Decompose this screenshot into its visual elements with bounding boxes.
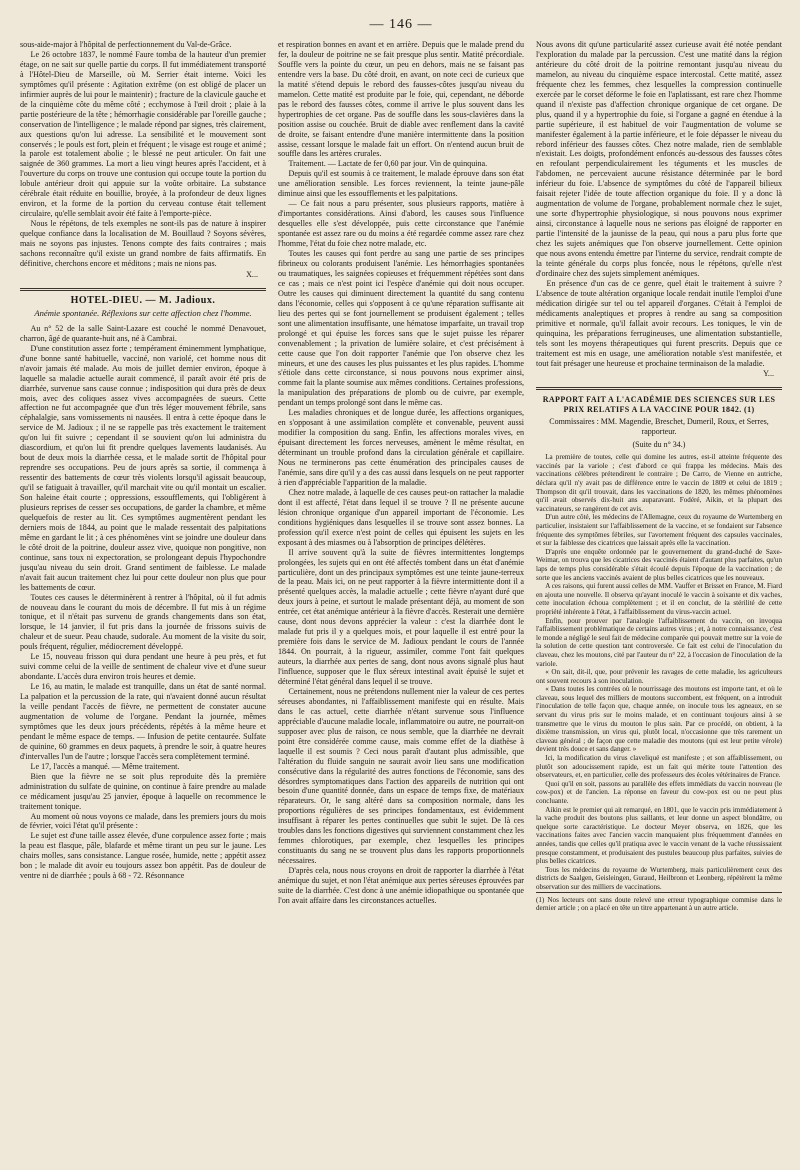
paragraph: Chez notre malade, à laquelle de ces causes peut-on rattacher la maladie dont il est affecté, l'état dans lequel il se trouve ? Il ne présente aucune lésion chronique organique d'un appareil important de l'économie. Les conditions hygiéniques dans lesquelles il se trouve sont assez bonnes. La profession qu'il exerce n'est point de celles qui épuisent les sujets en les exposant à des miasmes ou à l'absorption de principes délétères. [278, 487, 524, 547]
paragraph: En présence d'un cas de ce genre, quel était le traitement à suivre ? L'absence de toute altération organique locale rendait inutile l'emploi d'une médication dirigée sur tel ou tel appareil d'organes. C'était à l'emploi de médicaments analeptiques et propres à rendre au sang sa composition primitive et normale, qu'il fallait avoir recours. Les toniques, le vin de quinquina, les préparations ferrugineuses, une alimentation substantielle, tels sont les moyens thérapeutiques qui furent prescrits. Depuis que ce traitement est mis en usage, une amélioration notable s'est manifestée, et tout fait présager une heureuse et prochaine terminaison de la maladie. [536, 278, 782, 368]
paragraph: Enfin, pour prouver par l'analogie l'affaiblissement du vaccin, on invoqua l'affaiblissement problématique de certains autres virus ; et, à notre connaissance, c'est le monde a négligé le seul fait de médecine comparée qui pouvait mettre sur la voie de la solution de cette question tant controversée. Ce fait est celui de l'inoculation du claveau, chez les moutons, cité par l'auteur du n° 22, à l'occasion de l'inoculation de la variole. [536, 616, 782, 668]
report-body [536, 453, 782, 912]
paragraph: Au n° 52 de la salle Saint-Lazare est couché le nommé Denavouet, charron, âgé de quarante-huit ans, né à Cambrai. [20, 323, 266, 343]
paragraph: Aikin est le premier qui ait remarqué, en 1801, que le vaccin pris immédiatement à la vache produit des boutons plus saillants, et leur donne un aspect blondâtre, ou quelque sorte caractéristique. Le docteur Meyer observa, en 1826, que les vaccinations faites avec l'ancien vaccin manquaient plus fréquemment d'années en années, tandis que celles qu'il pratiqua avec le vaccin venant de la vache réussissaient presque constamment, et produisaient des pustules beaucoup plus parfaites, suivies de plus belles cicatrices. [536, 805, 782, 866]
section-title: HOTEL-DIEU. — M. Jadioux. [70, 294, 216, 306]
paragraph: Nous le répétons, de tels exemples ne sont-ils pas de nature à inspirer quelque confiance dans la localisation de M. Bouillaud ? Soyons sévères, mais ne soyons pas injustes. Tenons compte des faits contraires ; mais sachons reconnaître qu'il existe un grand nombre de faits affirmatifs. En définitive, cherchons encore et méditons ; mais ne nions pas. [20, 219, 266, 268]
report-title: RAPPORT FAIT A L'ACADÉMIE DES SCIENCES SUR LES PRIX RELATIFS A LA VACCINE POUR 1842. (1) [542, 395, 776, 415]
report-commissioners: Commissaires : MM. Magendie, Breschet, Dumeril, Roux, et Serres, rapporteur. [549, 417, 769, 437]
paragraph: Le 17, l'accès a manqué. — Même traitement. [30, 761, 180, 771]
paragraph: — Ce fait nous a paru présenter, sous plusieurs rapports, matière à d'importantes considérations. Ainsi d'abord, les causes sous l'influence desquelles elle s'est développée, puis cette circonstance que l'anémie spontanée est assez rare ou du moins a été regardée comme assez rare chez l'homme, l'état du foie chez notre malade, etc. [278, 199, 524, 249]
paragraph: Le 16, au matin, le malade est tranquille, dans un état de santé normal. La palpation et la percussion de la rate, qui n'avaient donné aucun résultat la veille pendant l'accès de fièvre, ne permettent de constater aucune augmentation de volume de l'organe. Pendant la journée, mêmes symptômes que les deux jours précédents, répétés à la même heure et pendant le même espace de temps. — Infusion de petite centaurée. Sulfate de quinine, 60 grammes en deux paquets, à prendre le soir, à quatre heures d'intervalles l'un de l'autre ; lorsque l'accès sera complètement terminé. [20, 682, 266, 761]
paragraph: Toutes ces causes le déterminèrent à rentrer à l'hôpital, où il fut admis de nouveau dans le courant du mois de décembre. Il fut mis à un régime tonique, et il n'était pas survenu de grands changements dans son état, lorsque, le 14 janvier, il fut pris dans la journée de frissons suivis de chaleur et de sueur. Peau chaude, sudorale. Au moment de la visite du soir, pouls fréquent, régulier, médiocrement développé. [20, 592, 266, 652]
paragraph: La première de toutes, celle qui domine les autres, est-il atteinte fréquente des vaccinés par la variole ; c'est d'abord ce qui frappa les médecins. Mais des vaccinations célèbres prétendirent le contraire ; De Carro, de Vienne en autriche, déclara qu'il n'y avait pas de différence entre le vaccin de 1809 et celui de 1819 ; Thompson dit qu'il trouvait, dans les vaccinations de 1820, les mêmes phénomènes qu'il avait observés dix-huit ans auparavant. Fodéré, Aikin, et la plupart des vaccinateurs, se rangèrent de cet avis. [536, 453, 782, 513]
signature: Y... [763, 369, 774, 379]
divider [536, 387, 782, 390]
page-number: — 146 — [369, 17, 433, 32]
paragraph: D'après une enquête ordonnée par le gouvernement du grand-duché de Saxe-Weimar, on trouva que les cicatrices des vaccinés étaient d'autant plus parfaites, qu'un laps de temps plus considérable s'était écoulé depuis l'époque de la vaccination ; de sorte que les anciens vaccinés avaient de plus belles cicatrices que les nouveaux. [536, 547, 782, 582]
column-2 [278, 40, 524, 1160]
divider [20, 288, 266, 291]
section-subtitle: Anémie spontanée. Réflexions sur cette affection chez l'homme. [34, 307, 252, 318]
paragraph: A ces raisons, qui furent aussi celles de MM. Vauffer et Brisset en France, M. Fiard en ajouta une nouvelle. Il observa qu'ayant inoculé le vaccin à soixante et dix vaches, cette inoculation échoua complètement ; et il en conclut, de la stérilité de cette propriété inhérente à l'état, à l'affaiblissement du virus-vaccin actuel. [536, 582, 782, 616]
paragraph: Le sujet est d'une taille assez élevée, d'une corpulence assez forte ; mais la peau est flasque, pâle, blafarde et même tirant un peu sur le jaune. Les chairs molles, sans consistance. Langue rosée, humide, nette ; appétit assez bon ; le malade dit avoir eu toujours assez bon appétit. Pas de douleur de ventre ni de diarrhée ; pouls à 68 - 72. Résonnance [20, 831, 266, 881]
paragraph: D'une constitution assez forte ; tempérament éminemment lymphatique, d'une bonne santé habituelle, vacciné, non variolé, cet homme nous dit n'avoir jamais été malade. Au mois de juillet dernier environ, époque à laquelle sa maladie actuelle aurait commencé, il paraît avoir été pris de diarrhée, survenue sans cause connue ; indisposition qui dura près de deux mois, avec des coliques assez vives accompagnées de sueurs. Cette affection ne fut accompagnée que d'un très léger mouvement fébrile, sans céphalalgie, sans vomissements ni nausées. Il entra à cette époque dans le service de M. Jadioux ; il ne se rappelle pas très exactement le traitement qu'on lui fit suivre ; cependant il se souvient qu'on lui administra du diascordium, et qu'on lui fit prendre quelques lavements laudanisés. Au bout de deux mois la diarrhée cessa, et le malade sortit de l'hôpital pour reprendre ses occupations. Peu de jours après sa sortie, il commença à ressentir des battements de cœur très violents lorsqu'il agissait beaucoup, qu'il se fatiguait à travailler, qu'il marchait vite ou qu'il montait un escalier. Son haleine était courte ; oppressions, essoufflements, qui l'obligèrent à plusieurs reprises de cesser ses occupations, de garder la chambre, et même quelquefois de rester au lit. Ces symptômes augmentèrent pendant les derniers mois de 1844, au point que le malade ressentait des palpitations même en gardant le lit ; à ces phénomènes vint se joindre une douleur dans le côté droit de la poitrine, douleur assez vive, quoique non pongitive, non continue, sans toux ni expectoration, se prolongeant depuis l'hypochondre jusqu'au niveau du sein droit. Grand sentiment de faiblesse. Le malade n'avait fait aucun traitement chez lui pour cette douleur non plus que pour les battements de cœur. [20, 343, 266, 592]
paragraph: Toutes les causes qui font perdre au sang une partie de ses principes fibrineux ou colorants produisent l'anémie. Les hémorrhagies spontanées ou traumatiques, les saignées copieuses et fréquemment répétées sont dans ce cas ; mais ce n'est point ici l'espèce d'anémie qui doit nous occuper. Outre les causes qui diminuent directement la quantité du sang contenu dans l'économie, celles qui s'opposent à ce qu'une réparation suffisante ait lieu des pertes qui se font journellement se produisent également ; telles sont une alimentation insuffisante, une hématose imparfaite, un travail trop prolongé et qui épuise les forces sans que le sujet puisse les réparer convenablement ; la privation de lumière solaire, et c'est précisément à cette cause que l'on doit rapporter l'anémie que l'on observe chez les mineurs, et une des causes les plus puissantes et les plus rapides. L'homme s'étiole dans cette circonstance, si nous pouvons nous exprimer ainsi, comme fait la plante soumise aux mêmes conditions. Certaines professions, la manipulation des préparations de plomb ou de cuivre, par exemple, pendant un temps prolongé sont dans le même cas. [278, 249, 524, 408]
paragraph: Quoi qu'il en soit, passons au parallèle des effets immédiats du vaccin nouveau (le cow-pox) et de l'ancien. La réponse en faveur du cow-pox est ou ne peut plus concluante. [536, 779, 782, 806]
paragraph: Le 26 octobre 1837, le nommé Faure tomba de la hauteur d'un premier étage, on ne sait sur quelle partie du corps. Il fut immédiatement transporté à l'Hôtel-Dieu de Marseille, où M. Serrier était interne. Voici les symptômes qu'il présente : Agitation extrême (on est obligé de placer un infirmier auprès de lui pour le maintenir) ; fracture de la clavicule gauche et de la cinquième côte du même côté ; ecchymose à l'œil droit ; plaie à la partie postérieure de la tête ; hémorrhagie considérable par l'oreille gauche ; conservation de l'intelligence ; le malade répond par signes, très clairement, aux questions qu'on lui adresse. La sensibilité et le mouvement sont conservés ; le pouls est fort, plein et fréquent ; le visage est rouge et animé ; la parole est totalement abolie ; le blessé ne peut articuler. On fait une saignée de 360 grammes. La mort a lieu vingt heures après l'accident, et à l'ouverture du corps on trouve une contusion qui occupe toute la portion du lobule antérieur droit qui appuie sur la voûte orbitaire. La substance cérébrale était réduite en bouillie, broyée, à la profondeur de deux lignes environ, et la forme de la portion du cerveau contuse était tellement circulaire, qu'elle semblait avoir été faite à l'emporte-pièce. [20, 49, 266, 219]
signature: X... [246, 269, 258, 279]
text-columns [20, 40, 782, 1160]
column-1 [20, 40, 266, 1160]
paragraph: Traitement. — Lactate de fer 0,60 par jour. Vin de quinquina. [288, 159, 488, 169]
paragraph: Bien que la fièvre ne se soit plus reproduite dès la première administration du sulfate de quinine, on continue à faire prendre au malade ce médicament jusqu'au 25 janvier, époque à laquelle on recommence le traitement tonique. [20, 771, 266, 811]
paragraph: et respiration bonnes en avant et en arrière. Depuis que le malade prend du fer, la douleur de poitrine ne se fait presque plus sentir. Matité précordiale. Souffle vers la pointe du cœur, un peu en dehors, mais ne se faisant pas entendre vers la base. Du côté droit, en avant, on note ceci de curieux que la matité s'étend depuis le rebord des fausses-côtes jusqu'au niveau du mamelon. Cette matité est produite par le foie, qui, cependant, ne déborde pas le rebord des fausses côtes, comme il arrive le plus souvent dans les hypertrophies de cet organe. Pas de souffle dans les sous-clavières dans la position assise ou couchée. Bruit de diable avec renflement dans la cavité de droite, se faisant entendre d'une manière intermittente dans la position assise, cessant lorsque le malade fait un effort. On n'entend aucun bruit de souffle dans les artères crurales. [278, 40, 524, 159]
paragraph: Ici, la modification du virus claveliqué est manifeste ; et son affaiblissement, ou plutôt son adoucissement rapide, est un fait qui mérite toute l'attention des observateurs, et, en particulier, celle des professeurs des écoles vétérinaires de France. [536, 754, 782, 780]
paragraph: D'après cela, nous nous croyons en droit de rapporter la diarrhée à l'état anémique du sujet, et non l'état anémique aux pertes séreuses éprouvées par suite de la diarrhée. C'est donc à une anémie idiopathique ou spontanée que l'on avait affaire dans les circonstances actuelles. [278, 866, 524, 905]
paragraph: Depuis qu'il est soumis à ce traitement, le malade éprouve dans son état une amélioration sensible. Les forces reviennent, la teinte jaune-pâle diminue ainsi que les essoufflements et les palpitations. [278, 169, 524, 199]
footnote: (1) Nos lecteurs ont sans doute relevé une erreur typographique commise dans le dernier article ; on a placé en tête un titre appartenant à un autre article. [536, 892, 782, 913]
paragraph: Il arrive souvent qu'à la suite de fièvres intermittentes longtemps prolongées, les sujets qui en ont été affectés tombent dans un état d'anémie particulière, dont un des principaux symptômes est une teinte jaune-terreux de la peau. Mais ici, on ne peut rapporter à la fièvre intermittente dont il a présenté quelques accès, la maladie actuelle ; cette fièvre n'ayant duré que deux jours à peine, et surtout le malade présentant déjà, au moment de son entrée, cet état anémique antérieur à la fièvre d'accès. Resterait une dernière cause, dont nous devons apprécier la valeur : c'est la diarrhée dont le malade fut pris il y a quelques mois, et pour laquelle il est entré pour la première fois dans le service de M. Jadioux pendant le cours de l'année 1844. On pourrait, à la rigueur, assimiler, comme l'ont fait quelques auteurs, la diarrhée aux pertes de sang, dont nous avons signalé plus haut l'influence, supposer que le flux séreux intestinal avait épuisé le sujet et déterminé l'état général dans lequel il se trouve. [278, 547, 524, 686]
paragraph: Au moment où nous voyons ce malade, dans les premiers jours du mois de février, voici l'état qu'il présente : [20, 811, 266, 831]
paragraph: Le 15, nouveau frisson qui dura pendant une heure à peu près, et fut suivi comme celui de la veille de sentiment de chaleur vive et d'une sueur abondante. L'accès dura environ trois heures et demie. [20, 652, 266, 682]
paragraph: Nous avons dit qu'une particularité assez curieuse avait été notée pendant l'exploration du malade par la percussion. C'est une matité dans la région antérieure du côté droit de la poitrine remontant jusqu'au niveau du mamelon, au niveau du cinquième espace intercostal. Cette matité, assez fréquente chez les femmes, chez lesquelles la compression continuelle exercée par le corset déforme le foie en l'aplatissant, est rare chez l'homme quand il n'existe pas d'affection chronique organique de cet organe. De plus, quand il y a hypertrophie du foie, si l'organe a gagné en étendue à la partie supérieure, il est habituel de voir l'augmentation de volume se manifester également à la partie inférieure, et le foie dépasser le niveau du rebord inférieur des fausses côtes. Chez notre malade, rien de semblable n'existait. Les doigts, profondément enfoncés au-dessous des fausses côtes en refoulant perpendiculairement les téguments et les muscles de l'abdomen, ne percevaient aucune résistance déterminée par le bord inférieur du foie. L'absence de symptômes du côté de l'appareil bilieux faisait rejeter l'idée de toute affection organique du foie. Il y a donc là augmentation de volume de l'organe, probablement normale chez le sujet, une sorte d'hypertrophie physiologique, si nous pouvons nous exprimer ainsi, circonstance à laquelle nous ne serions pas éloigné de rapporter en partie l'intensité de la jaunisse de la peau, qui nous a paru plus forte que chez les sujets anémiques que l'on observe journellement. Cette opinion que nous avons entendu émettre par l'interne du service, rendrait compte de la teinte générale du corps plus foncée, nous le répétons, qu'elle n'est d'ordinaire chez des sujets simplement anémiques. [536, 40, 782, 278]
paragraph: « Dans toutes les contrées où le nourrissage des moutons est importe tant, et où le claveau, sous lequel des milliers de moutons succombent, est fréquent, on a introduit l'inoculation de telle façon que, chaque année, on inocule tous les agneaux, en se servant du virus pris sur le moins malade, et en continuant toujours ainsi à se transmettre que le virus du mouton le plus sain. Par ce procédé, on obtient, à la dixième transmission, un virus qui, plutôt local, n'occasionne que très rarement un claveau général ; de façon que cette maladie des moutons (qui est leur petite vérole) devient très douce et sans danger. » [536, 685, 782, 754]
paragraph: D'un autre côté, les médecins de l'Allemagne, ceux du royaume de Wurtemberg en particulier, insistaient sur l'affaiblissement de la vaccine, et se fondaient sur l'absence fréquente des symptômes fébriles, sur l'avortement fréquent des capsules vaccinales, et sur la faiblesse des cicatrices que laissait après elle la vaccination. [536, 513, 782, 548]
paragraph: « On sait, dit-il, que, pour prévenir les ravages de cette maladie, les agriculteurs ont souvent recours à son inoculation. [536, 668, 782, 685]
paragraph: Tous les médecins du royaume de Wurtemberg, mais particulièrement ceux des districts de Saalgen, Geisleingen, Guraud, Heilbronn et Leonberg, répétèrent la même observation sur des milliers de vaccinations. [536, 865, 782, 891]
paragraph: sous-aide-major à l'hôpital de perfectionnement du Val-de-Grâce. [20, 40, 232, 49]
report-continuation: (Suite du n° 34.) [632, 440, 686, 450]
paragraph: Certainement, nous ne prétendons nullement nier la valeur de ces pertes séreuses abondantes, ni l'affaiblissement manifeste qui en résulte. Mais dans le cas actuel, cette diarrhée n'étant survenue sous l'influence appréciable d'aucune maladie locale, inflammatoire ou autre, ne pourrait-on supposer avec plus de raison, ce nous semble, que la diarrhée ne devrait point être considérée comme cause, mais comme effet de la diathèse à laquelle il est soumis ? Ceci nous paraît d'autant plus admissible, que l'altération du fluide sanguin ne saurait avoir lieu sans une modification consécutive dans la régularité des autres fonctions de l'économie, sans des désordres symptomatiques dans l'action des appareils de nutrition qui ont besoin d'une quantité donnée, dans un espace de temps fixe, de matériaux réparateurs. Or, le sang altéré dans sa composition normale, dans les proportions régulières de ses principes fondamentaux, est évidemment insuffisant à réparer les pertes continuelles que subit le sujet. De là ces troubles dans les fonctions digestives qui surviennent constamment chez les femmes chlorotiques, par exemple, chez lesquelles les principes constituants du sang ne se trouvent plus dans les rapports proportionnels nécessaires. [278, 686, 524, 866]
paragraph: Les maladies chroniques et de longue durée, les affections organiques, en s'opposant à une assimilation complète et convenable, peuvent aussi modifier la composition du sang. Enfin, les affections morales vives, en épuisant directement les forces nerveuses, amènent le même résultat, en déterminant un trouble profond dans la circulation générale et capillaire. Nous ne terminerons pas cette énumération des principales causes de l'anémie, sans dire qu'il y a des cas aussi dans lesquels on ne peut rapporter à rien d'appréciable l'apparition de la maladie. [278, 408, 524, 487]
column-3 [536, 40, 782, 1160]
